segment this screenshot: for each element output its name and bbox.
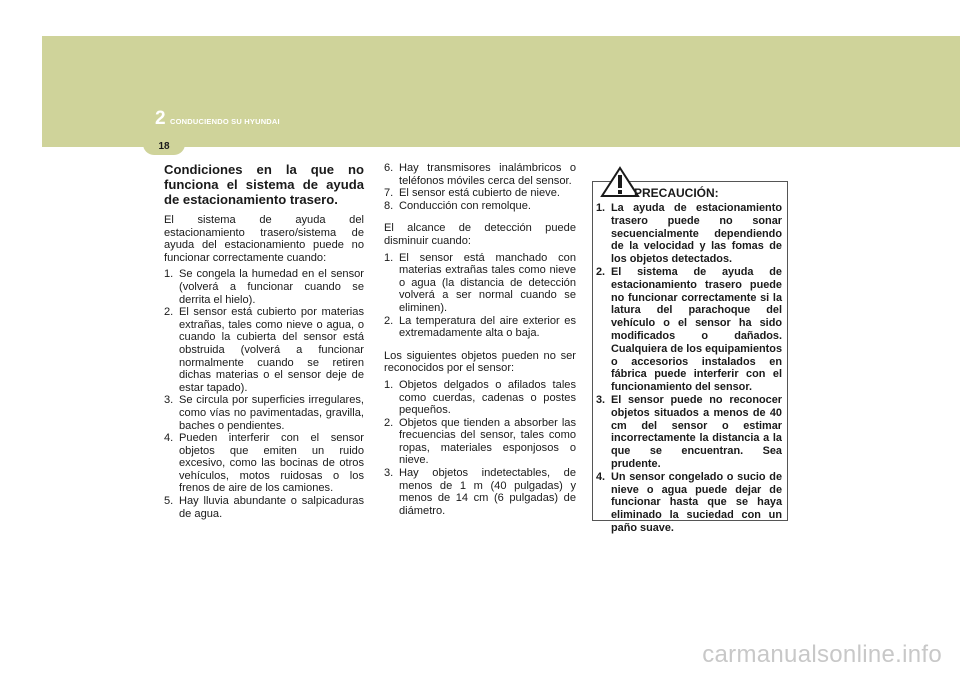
list-item: 3. El sensor puede no reconocer objetos situados a menos de 40 cm del sensor o estimar incorrectamente la distancia a la que se encuentran. Sea prudente. bbox=[596, 393, 782, 470]
list-item: 1. El sensor está manchado con materias extrañas tales como nieve o agua (la distancia de detección volverá a ser normal cuando se eliminen). bbox=[384, 251, 576, 314]
watermark-link[interactable]: carmanualsonline.info bbox=[702, 641, 942, 668]
list-item: 1. Se congela la humedad en el sensor (volverá a funcionar cuando se derrita el hielo). bbox=[164, 268, 364, 306]
caution-title: PRECAUCIÓN: bbox=[634, 186, 719, 200]
list-item: 4. Pueden interferir con el sensor objetos que emiten un ruido excesivo, como las bocinas de otros vehículos, motos ruidosas o los frenos de aire de los camiones. bbox=[164, 432, 364, 495]
middle-column bbox=[384, 162, 576, 517]
list-item: 7. El sensor está cubierto de nieve. bbox=[384, 187, 560, 200]
conditions-list bbox=[164, 268, 364, 520]
list-item: 5. Hay lluvia abundante o salpicaduras de agua. bbox=[164, 495, 364, 520]
header-band bbox=[42, 36, 960, 147]
list-item: 1. La ayuda de estacionamiento trasero puede no sonar secuencialmente dependiendo de la velocidad y las fomas de los objetos detectados. bbox=[596, 202, 782, 266]
objects-list bbox=[384, 379, 576, 518]
chapter-title: CONDUCIENDO SU HYUNDAI bbox=[170, 117, 280, 126]
range-intro: El alcance de detección puede disminuir cuando: bbox=[384, 222, 576, 247]
list-item: 2. Objetos que tienden a absorber las frecuencias del sensor, tales como ropas, materiales esponjosos o nieve. bbox=[384, 416, 576, 467]
conditions-list-continued bbox=[384, 162, 576, 212]
range-list bbox=[384, 252, 576, 340]
page-number-tab bbox=[143, 133, 185, 155]
intro-paragraph: El sistema de ayuda del estacionamiento trasero/sistema de ayuda del estacionamiento puede no funcionar correctamente cuando: bbox=[164, 214, 364, 264]
list-item: 2. La temperatura del aire exterior es extremadamente alta o baja. bbox=[384, 314, 576, 340]
list-item: 1. Objetos delgados o afilados tales como cuerdas, cadenas o postes pequeños. bbox=[384, 378, 576, 417]
objects-intro: Los siguientes objetos pueden no ser reconocidos por el sensor: bbox=[384, 349, 576, 375]
page-number: 18 bbox=[158, 140, 170, 152]
list-item: 3. Se circula por superficies irregulares, como vías no pavimentadas, gravilla, baches o pendientes. bbox=[164, 394, 364, 432]
list-item: 3. Hay objetos indetectables, de menos de 1 m (40 pulgadas) y menos de 14 cm (6 pulgadas) de diámetro. bbox=[384, 467, 576, 517]
list-item: 6. Hay transmisores inalámbricos o teléfonos móviles cerca del sensor. bbox=[384, 162, 576, 187]
caution-list bbox=[596, 202, 782, 535]
chapter-number: 2 bbox=[155, 108, 166, 129]
left-column bbox=[164, 162, 364, 520]
list-item: 2. El sistema de ayuda de estacionamiento trasero puede no funcionar correctamente si la latura del parachoque del vehículo o el sensor ha sido modificados o dañados. Cualquiera de los equipamientos o accesorios instalados en fábrica puede interferir con el funcionamiento del sensor. bbox=[596, 265, 782, 394]
list-item: 2. El sensor está cubierto por materias extrañas, tales como nieve o agua, o cuando la cubierta del sensor está obstruida (volverá a funcionar normalmente cuando se retiren dichas materias o el sensor deje de estar tapado). bbox=[164, 306, 364, 394]
list-item: 8. Conducción con remolque. bbox=[384, 199, 531, 212]
list-item: 4. Un sensor congelado o sucio de nieve o agua puede dejar de funcionar hasta que se haya eliminado la suciedad con un paño suave. bbox=[596, 470, 782, 534]
section-heading: Condiciones en la que no funciona el sistema de ayuda de estacionamiento trasero. bbox=[164, 162, 364, 207]
caution-list-container bbox=[596, 202, 782, 535]
